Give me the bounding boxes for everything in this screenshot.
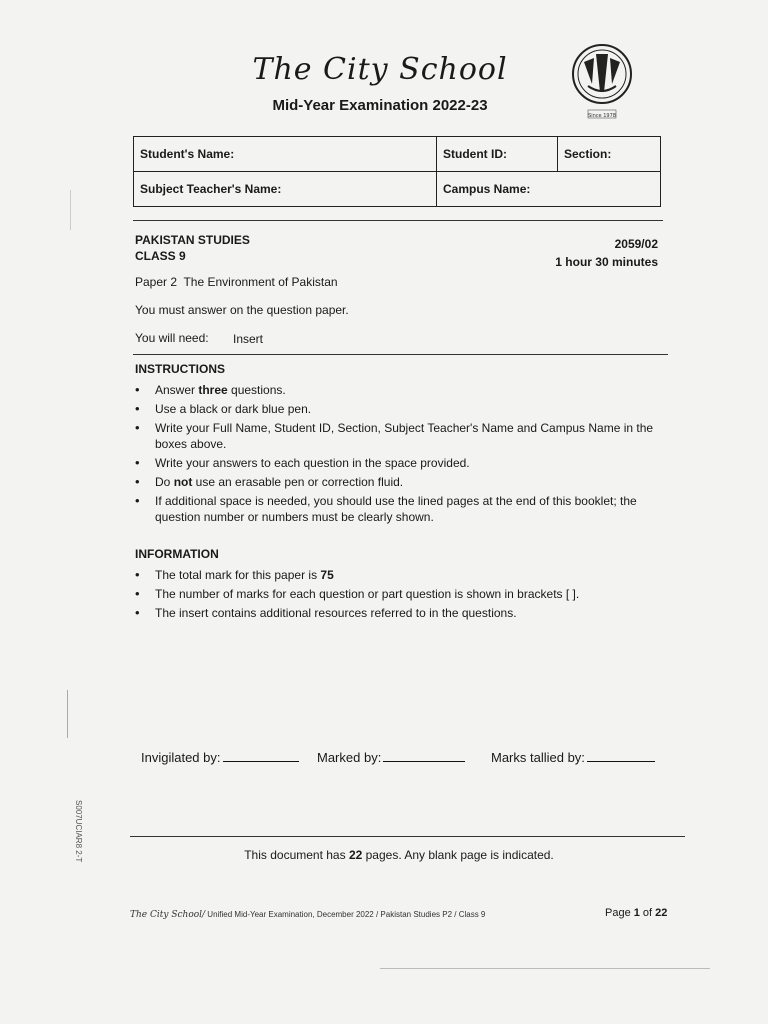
margin-code: S007UCIAR8 2-T [74, 800, 83, 863]
footer-text: The City School/ Unified Mid-Year Examination, December 2022 / Pakistan Studies P2 / Class 9 [130, 910, 486, 920]
list-item: • The total mark for this paper is 75 [133, 567, 658, 583]
divider [133, 354, 668, 355]
teacher-name-field[interactable] [134, 172, 437, 207]
invigilated-label: Invigilated by: [141, 750, 221, 765]
student-name-field[interactable] [134, 137, 437, 172]
school-name: The City School [252, 52, 508, 87]
information-heading: INFORMATION [135, 547, 219, 561]
class-name: CLASS 9 [135, 249, 186, 263]
crest-since-text: Since 1978 [588, 113, 616, 119]
margin-mark [70, 190, 71, 230]
teacher-name-label: Subject Teacher's Name: [140, 182, 282, 196]
campus-name-field[interactable] [437, 172, 661, 207]
student-id-field[interactable] [437, 137, 558, 172]
divider [130, 836, 685, 837]
list-item: • If additional space is needed, you should use the lined pages at the end of this booklet; the question number or numbers must be clearly shown. [133, 493, 658, 525]
instructions-heading: INSTRUCTIONS [135, 362, 225, 376]
marked-by-field[interactable] [317, 748, 465, 765]
list-item: • Do not use an erasable pen or correction fluid. [133, 474, 658, 490]
tallied-blank[interactable] [587, 748, 655, 762]
marked-blank[interactable] [383, 748, 465, 762]
footer-school-name: The City School/ [130, 910, 206, 920]
divider [133, 220, 663, 221]
list-item: • Write your answers to each question in the space provided. [133, 455, 658, 471]
list-item: • The insert contains additional resources referred to in the questions. [133, 605, 658, 621]
tallied-label: Marks tallied by: [491, 750, 585, 765]
invigilated-blank[interactable] [223, 748, 299, 762]
document-page-note: This document has 22 pages. Any blank page is indicated. [244, 848, 554, 862]
subject-name: PAKISTAN STUDIES [135, 233, 250, 247]
student-name-label: Student's Name: [140, 147, 235, 161]
answer-note: You must answer on the question paper. [135, 303, 349, 317]
list-item: • Use a black or dark blue pen. [133, 401, 658, 417]
exam-title: Mid-Year Examination 2022-23 [272, 97, 488, 114]
student-id-label: Student ID: [443, 147, 507, 161]
marks-tallied-field[interactable] [491, 748, 655, 765]
paper-code: 2059/02 [614, 237, 658, 251]
campus-name-label: Campus Name: [443, 182, 531, 196]
information-list [133, 567, 658, 624]
list-item: • Write your Full Name, Student ID, Section, Subject Teacher's Name and Campus Name in the boxes above. [133, 420, 658, 452]
invigilated-by-field[interactable] [141, 748, 299, 765]
page-number: Page 1 of 22 [605, 907, 668, 919]
instructions-list [133, 382, 658, 528]
scan-edge-line [380, 968, 710, 969]
section-field[interactable] [558, 137, 661, 172]
section-label: Section: [564, 147, 612, 161]
paper-duration: 1 hour 30 minutes [555, 255, 658, 269]
paper-title: Paper 2 The Environment of Pakistan [135, 275, 338, 289]
need-item: Insert [233, 332, 264, 346]
school-crest-logo [570, 40, 634, 124]
student-info-table [133, 136, 661, 207]
marked-label: Marked by: [317, 750, 382, 765]
margin-mark [67, 690, 68, 738]
list-item: • The number of marks for each question or part question is shown in brackets [ ]. [133, 586, 658, 602]
list-item: • Answer three questions. [133, 382, 658, 398]
need-label: You will need: [135, 331, 209, 345]
